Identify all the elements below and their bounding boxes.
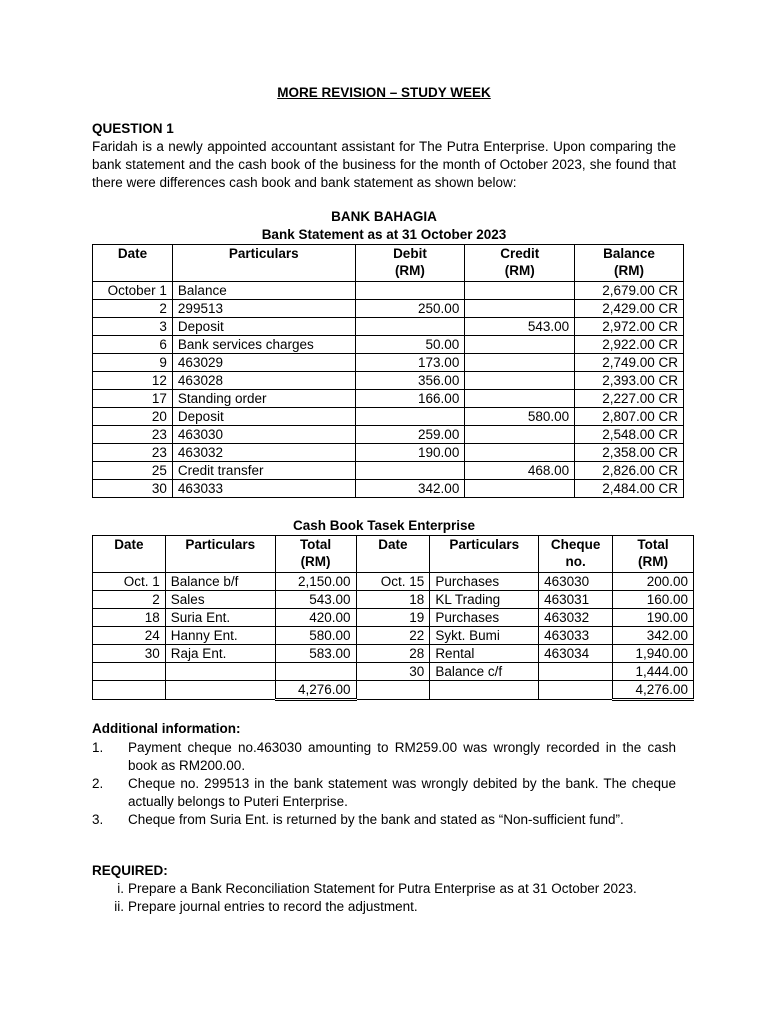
bank-cell: October 1: [93, 282, 173, 300]
bank-row: [93, 408, 684, 426]
cash-cell: 30: [356, 663, 430, 681]
additional-item-number: 3.: [92, 812, 104, 827]
bank-cell: 2,807.00 CR: [575, 408, 684, 426]
bank-cell: [465, 390, 575, 408]
additional-info-heading: Additional information:: [92, 721, 241, 736]
bank-cell: 463028: [172, 372, 355, 390]
cash-cell: Balance b/f: [165, 573, 275, 591]
cash-cell: 583.00: [275, 645, 356, 663]
cash-cell: [539, 681, 613, 700]
bank-cell: 50.00: [355, 336, 465, 354]
cash-cell: 18: [356, 591, 430, 609]
additional-item-number: 2.: [92, 776, 104, 791]
bank-cell: 20: [93, 408, 173, 426]
cash-header-particulars-right: Particulars: [430, 536, 539, 573]
cash-cell: 543.00: [275, 591, 356, 609]
cash-header-total-right: Total (RM): [613, 536, 694, 573]
bank-cell: 2,922.00 CR: [575, 336, 684, 354]
bank-cell: 2,826.00 CR: [575, 462, 684, 480]
cash-cell: 4,276.00: [275, 681, 356, 700]
bank-cell: 23: [93, 444, 173, 462]
bank-cell: 2,749.00 CR: [575, 354, 684, 372]
cash-cell: [93, 663, 166, 681]
cash-cell: Oct. 1: [93, 573, 166, 591]
required-heading: REQUIRED:: [92, 863, 168, 878]
bank-cell: 580.00: [465, 408, 575, 426]
required-item-text: Prepare a Bank Reconciliation Statement for Putra Enterprise as at 31 October 2023.: [128, 881, 637, 896]
bank-cell: Bank services charges: [172, 336, 355, 354]
bank-cell: 25: [93, 462, 173, 480]
additional-item: [92, 811, 676, 829]
cash-row: [93, 609, 694, 627]
question-heading: QUESTION 1: [92, 121, 174, 136]
cash-cell: [165, 663, 275, 681]
required-item: [92, 898, 676, 916]
additional-item-number: 1.: [92, 740, 104, 755]
additional-info-list: [92, 739, 676, 829]
bank-cell: [465, 480, 575, 498]
bank-row: [93, 426, 684, 444]
bank-row: [93, 300, 684, 318]
bank-cell: 6: [93, 336, 173, 354]
bank-cell: Credit transfer: [172, 462, 355, 480]
bank-row: [93, 480, 684, 498]
cash-cell: [356, 681, 430, 700]
bank-cell: 2,548.00 CR: [575, 426, 684, 444]
cash-cell: [275, 663, 356, 681]
cash-cell: 30: [93, 645, 166, 663]
cash-header-date-left: Date: [93, 536, 166, 573]
bank-cell: 2,679.00 CR: [575, 282, 684, 300]
cash-book-title: Cash Book Tasek Enterprise: [292, 518, 476, 533]
cash-row: [93, 627, 694, 645]
bank-row: [93, 354, 684, 372]
bank-cell: [355, 282, 465, 300]
cash-cell: 1,940.00: [613, 645, 694, 663]
bank-cell: 468.00: [465, 462, 575, 480]
cash-cell: 4,276.00: [613, 681, 694, 700]
intro-paragraph: Faridah is a newly appointed accountant assistant for The Putra Enterprise. Upon comparing the bank statement and the cash book of the business for the month of October 2023, she found that there were differences cash book and bank statement as shown below:: [92, 139, 676, 190]
cash-cell: 342.00: [613, 627, 694, 645]
cash-cell: 463034: [539, 645, 613, 663]
cash-cell: 463030: [539, 573, 613, 591]
bank-statement-subtitle: Bank Statement as at 31 October 2023: [261, 227, 507, 242]
cash-header-date-right: Date: [356, 536, 430, 573]
cash-cell: Purchases: [430, 573, 539, 591]
bank-header-row: [93, 245, 684, 282]
bank-cell: 463030: [172, 426, 355, 444]
cash-cell: 463033: [539, 627, 613, 645]
bank-cell: [465, 336, 575, 354]
cash-cell: [165, 681, 275, 700]
additional-item-text: Payment cheque no.463030 amounting to RM259.00 was wrongly recorded in the cash book as RM200.00.: [128, 740, 676, 773]
bank-cell: 463032: [172, 444, 355, 462]
bank-header-particulars: Particulars: [172, 245, 355, 282]
cash-cell: Suria Ent.: [165, 609, 275, 627]
bank-cell: 3: [93, 318, 173, 336]
bank-cell: 9: [93, 354, 173, 372]
required-item: [92, 880, 676, 898]
bank-cell: 342.00: [355, 480, 465, 498]
cash-cell: 420.00: [275, 609, 356, 627]
bank-cell: 17: [93, 390, 173, 408]
additional-item: [92, 739, 676, 775]
bank-cell: 2,972.00 CR: [575, 318, 684, 336]
required-item-text: Prepare journal entries to record the adjustment.: [128, 899, 418, 914]
cash-cell: 200.00: [613, 573, 694, 591]
bank-cell: 299513: [172, 300, 355, 318]
cash-cell: [539, 663, 613, 681]
cash-cell: 24: [93, 627, 166, 645]
cash-cell: 463031: [539, 591, 613, 609]
bank-cell: 2,429.00 CR: [575, 300, 684, 318]
bank-cell: 463029: [172, 354, 355, 372]
cash-row: [93, 645, 694, 663]
bank-cell: [465, 426, 575, 444]
required-item-number: i.: [117, 881, 124, 896]
bank-cell: 190.00: [355, 444, 465, 462]
bank-cell: 250.00: [355, 300, 465, 318]
cash-cell: [93, 681, 166, 700]
cash-cell: 19: [356, 609, 430, 627]
bank-name: BANK BAHAGIA: [331, 209, 437, 224]
bank-row: [93, 336, 684, 354]
bank-cell: [465, 282, 575, 300]
additional-item-text: Cheque from Suria Ent. is returned by the bank and stated as “Non-sufficient fund”.: [128, 812, 624, 827]
bank-cell: 2: [93, 300, 173, 318]
additional-item: [92, 775, 676, 811]
bank-row: [93, 372, 684, 390]
cash-cell: [430, 681, 539, 700]
required-item-number: ii.: [114, 899, 124, 914]
cash-cell: 190.00: [613, 609, 694, 627]
bank-cell: [465, 300, 575, 318]
cash-cell: Sykt. Bumi: [430, 627, 539, 645]
bank-cell: 30: [93, 480, 173, 498]
bank-header-debit: Debit (RM): [355, 245, 465, 282]
bank-header-date: Date: [93, 245, 173, 282]
cash-cell: Sales: [165, 591, 275, 609]
cash-cell: Purchases: [430, 609, 539, 627]
cash-cell: Raja Ent.: [165, 645, 275, 663]
bank-cell: [355, 318, 465, 336]
page-title: MORE REVISION – STUDY WEEK: [277, 85, 491, 100]
bank-cell: [465, 444, 575, 462]
bank-row: [93, 318, 684, 336]
cash-cell: Rental: [430, 645, 539, 663]
bank-cell: [465, 372, 575, 390]
bank-header-balance: Balance (RM): [575, 245, 684, 282]
cash-row: [93, 591, 694, 609]
cash-cell: 18: [93, 609, 166, 627]
bank-header-credit: Credit (RM): [465, 245, 575, 282]
cash-cell: KL Trading: [430, 591, 539, 609]
bank-row: [93, 444, 684, 462]
cash-cell: Balance c/f: [430, 663, 539, 681]
cash-cell: 2,150.00: [275, 573, 356, 591]
bank-cell: 12: [93, 372, 173, 390]
bank-cell: 356.00: [355, 372, 465, 390]
cash-cell: 28: [356, 645, 430, 663]
cash-cell: Hanny Ent.: [165, 627, 275, 645]
cash-cell: 580.00: [275, 627, 356, 645]
required-list: [92, 880, 676, 916]
bank-cell: 166.00: [355, 390, 465, 408]
cash-row: [93, 573, 694, 591]
cash-row: [93, 681, 694, 700]
bank-cell: 2,227.00 CR: [575, 390, 684, 408]
cash-cell: Oct. 15: [356, 573, 430, 591]
cash-cell: 1,444.00: [613, 663, 694, 681]
bank-row: [93, 282, 684, 300]
bank-cell: 259.00: [355, 426, 465, 444]
cash-header-cheque: Cheque no.: [539, 536, 613, 573]
bank-cell: 2,393.00 CR: [575, 372, 684, 390]
bank-row: [93, 390, 684, 408]
bank-statement-table: [92, 244, 684, 498]
cash-row: [93, 663, 694, 681]
cash-cell: 2: [93, 591, 166, 609]
cash-cell: 463032: [539, 609, 613, 627]
bank-row: [93, 462, 684, 480]
cash-cell: 22: [356, 627, 430, 645]
bank-cell: 23: [93, 426, 173, 444]
bank-cell: [355, 462, 465, 480]
bank-cell: Balance: [172, 282, 355, 300]
bank-cell: Standing order: [172, 390, 355, 408]
bank-cell: 173.00: [355, 354, 465, 372]
bank-cell: 2,358.00 CR: [575, 444, 684, 462]
bank-cell: Deposit: [172, 318, 355, 336]
bank-cell: 2,484.00 CR: [575, 480, 684, 498]
cash-book-table: [92, 535, 694, 701]
cash-cell: 160.00: [613, 591, 694, 609]
cash-header-particulars-left: Particulars: [165, 536, 275, 573]
additional-item-text: Cheque no. 299513 in the bank statement was wrongly debited by the bank. The cheque actually belongs to Puteri Enterprise.: [128, 776, 676, 809]
bank-cell: [355, 408, 465, 426]
bank-cell: Deposit: [172, 408, 355, 426]
bank-cell: 543.00: [465, 318, 575, 336]
bank-cell: [465, 354, 575, 372]
cash-header-total-left: Total (RM): [275, 536, 356, 573]
cash-header-row: [93, 536, 694, 573]
bank-cell: 463033: [172, 480, 355, 498]
